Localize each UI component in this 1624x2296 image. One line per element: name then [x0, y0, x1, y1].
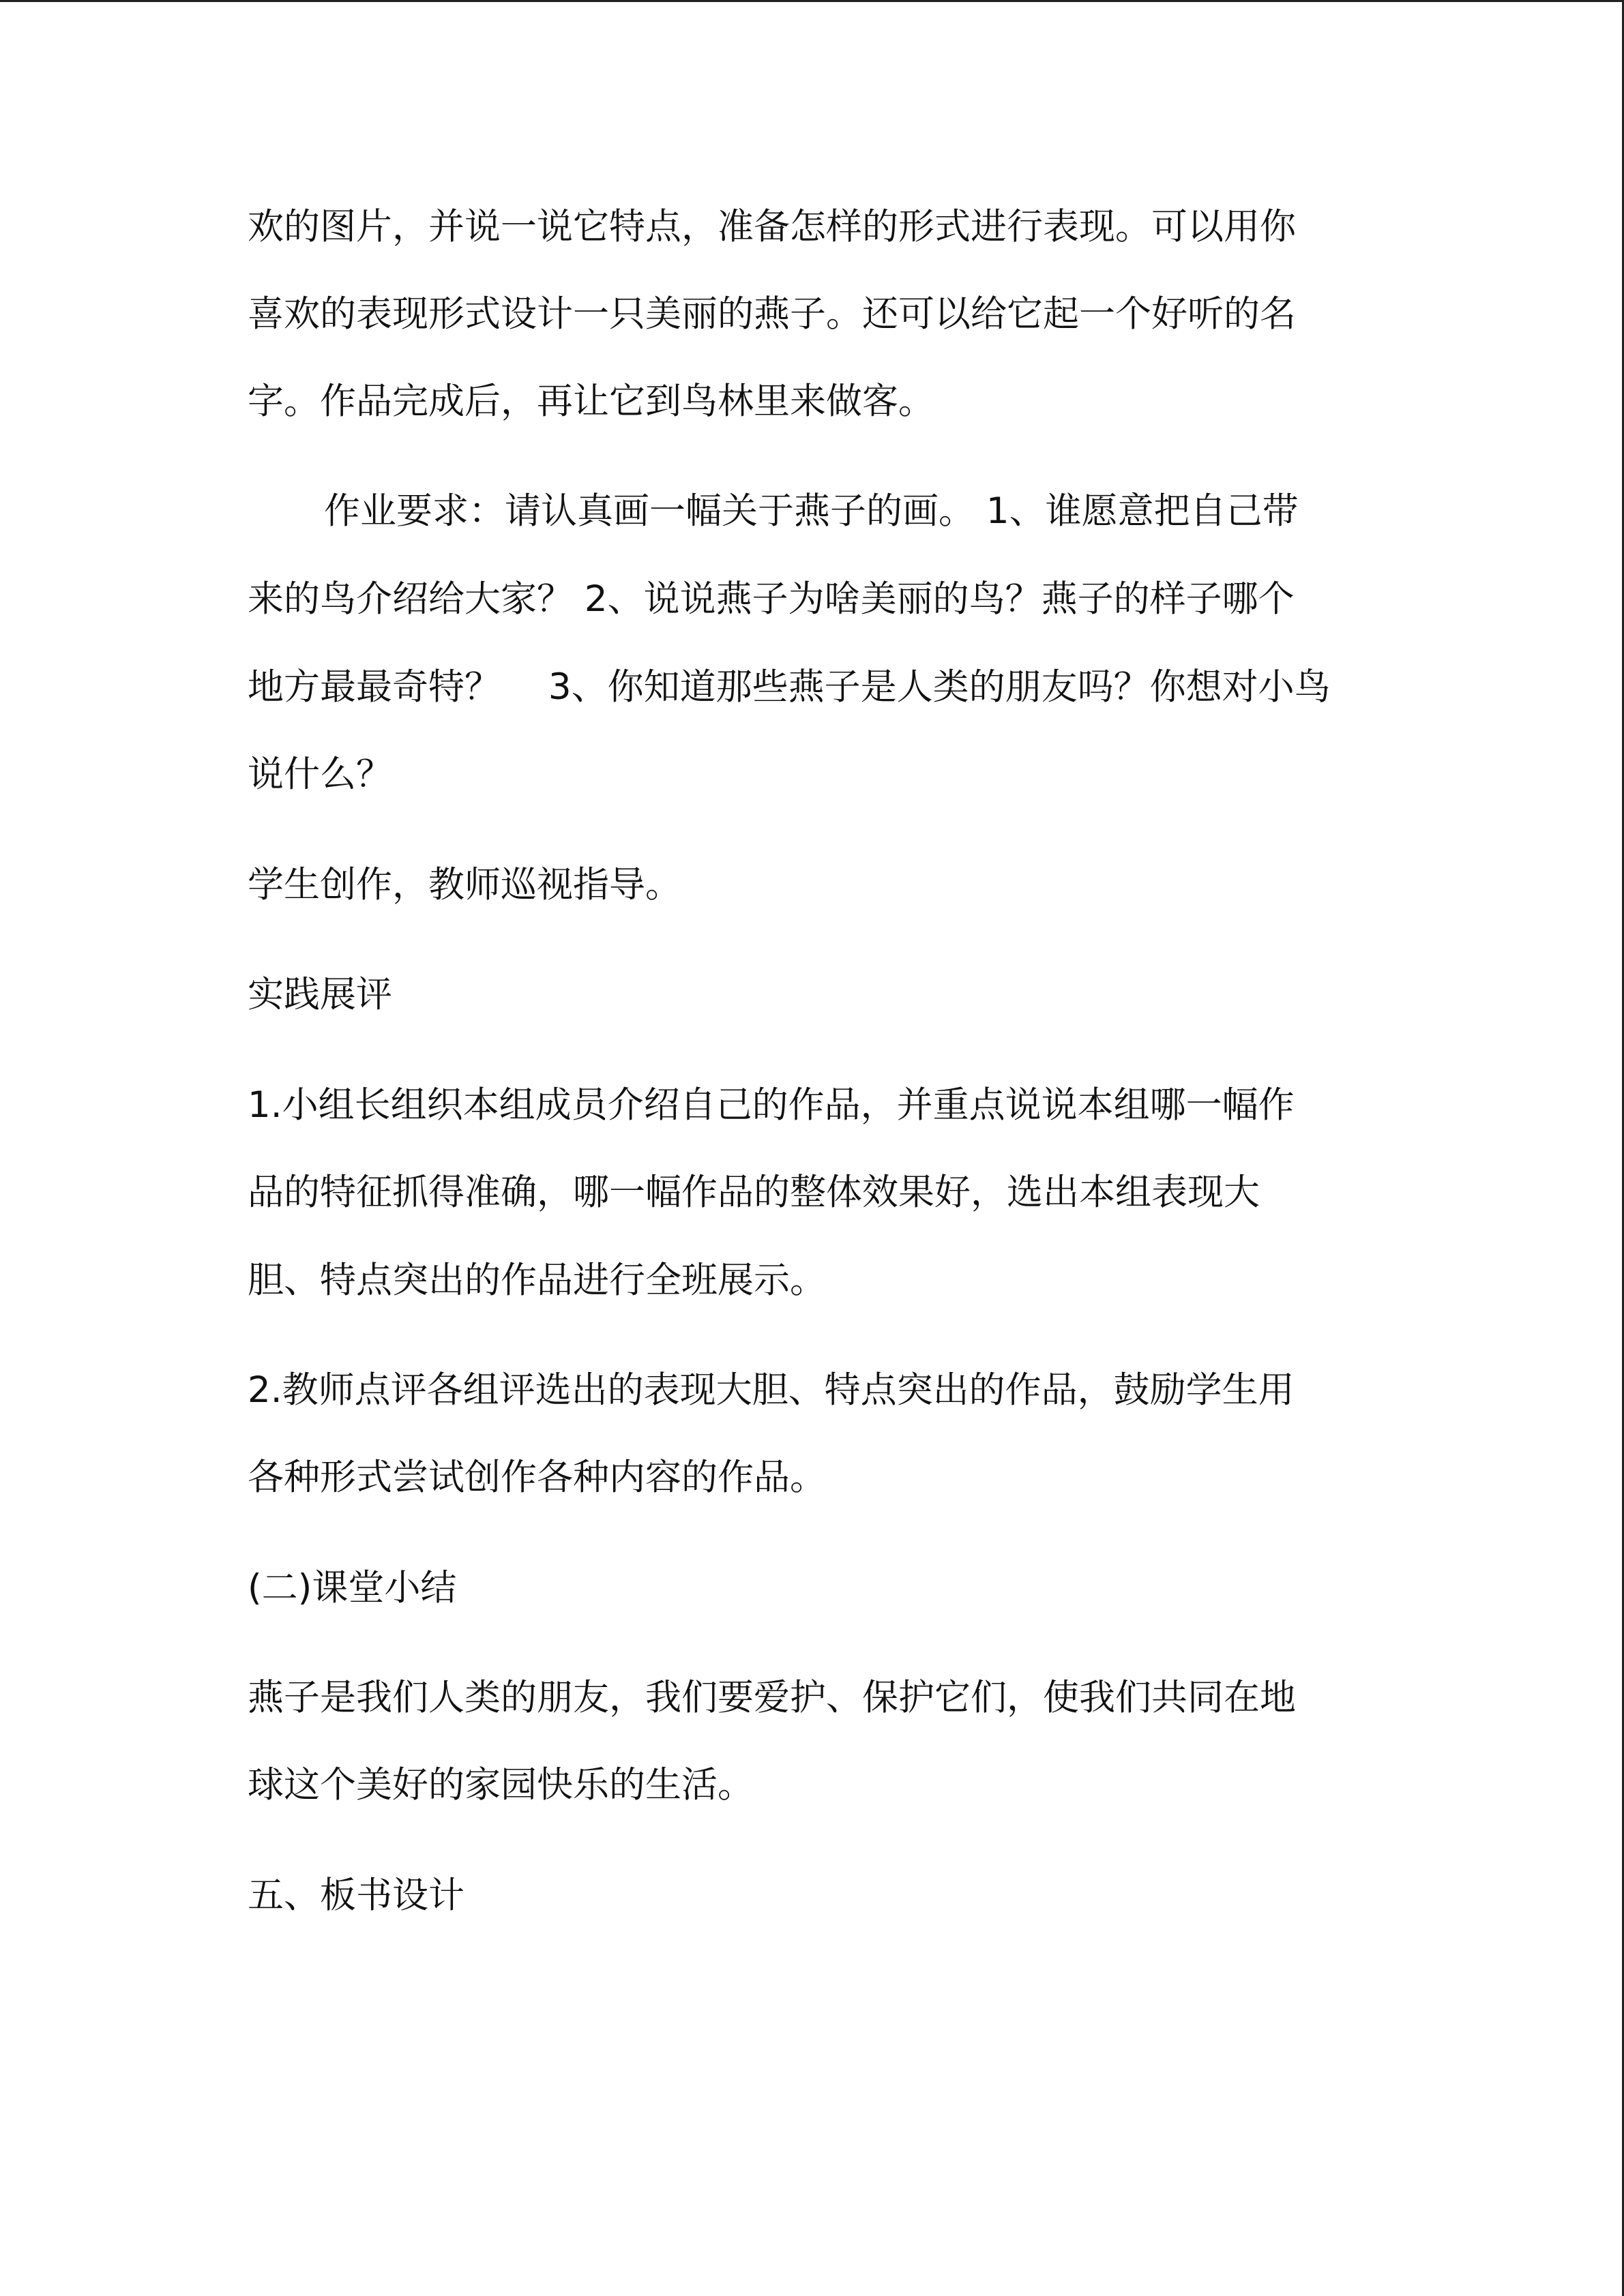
paragraph-line: 1.小组长组织本组成员介绍自己的作品，并重点说说本组哪一幅作: [248, 1084, 1295, 1126]
paragraph-line: 燕子是我们人类的朋友，我们要爱护、保护它们，使我们共同在地: [248, 1677, 1296, 1718]
paragraph-line: 说什么？: [248, 754, 392, 795]
paragraph-line: 字。作品完成后，再让它到鸟林里来做客。: [248, 381, 934, 422]
paragraph-line: 来的鸟介绍给大家？ 2、说说燕子为啥美丽的鸟？燕子的样子哪个: [248, 578, 1295, 620]
paragraph-line: 地方最最奇特？ 3、你知道那些燕子是人类的朋友吗？你想对小鸟: [248, 666, 1331, 708]
paragraph-line: 学生创作，教师巡视指导。: [248, 864, 681, 906]
paragraph-line: 球这个美好的家园快乐的生活。: [248, 1764, 754, 1806]
section-heading: 五、板书设计: [248, 1875, 464, 1916]
paragraph-line: 各种形式尝试创作各种内容的作品。: [248, 1457, 826, 1498]
paragraph-line: 2.教师点评各组评选出的表现大胆、特点突出的作品，鼓励学生用: [248, 1369, 1295, 1411]
paragraph-line: 品的特征抓得准确，哪一幅作品的整体效果好，选出本组表现大: [248, 1172, 1260, 1213]
section-heading: 实践展评: [248, 974, 392, 1015]
paragraph-line: 胆、特点突出的作品进行全班展示。: [248, 1259, 826, 1301]
paragraph-line: 作业要求：请认真画一幅关于燕子的画。 1、谁愿意把自己带: [324, 490, 1299, 532]
paragraph-line: 喜欢的表现形式设计一只美丽的燕子。还可以给它起一个好听的名: [248, 293, 1296, 335]
section-heading: (二)课堂小结: [248, 1567, 457, 1609]
paragraph-line: 欢的图片，并说一说它特点，准备怎样的形式进行表现。可以用你: [248, 206, 1296, 248]
